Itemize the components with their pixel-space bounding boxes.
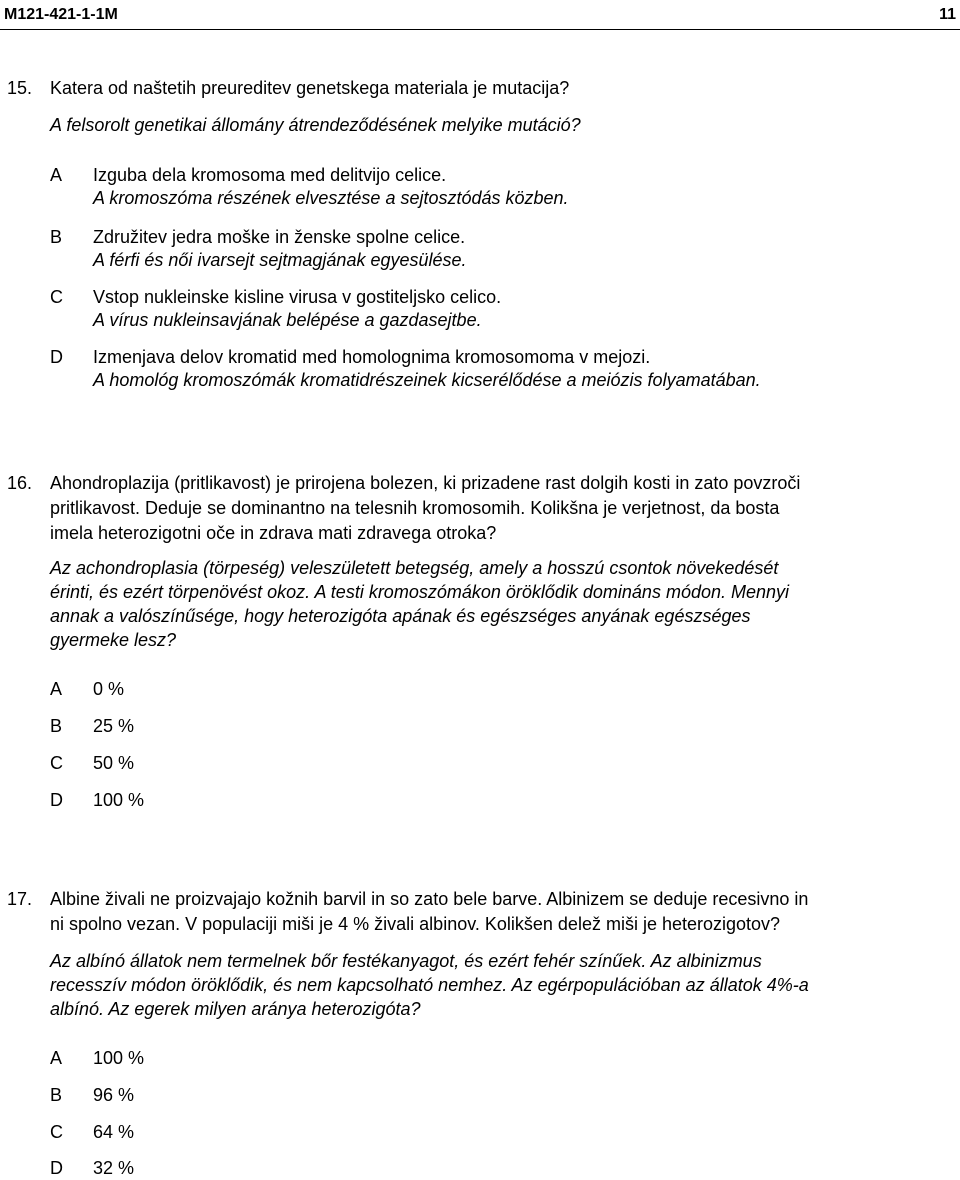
option-value: 100 % xyxy=(93,1048,145,1068)
question-number: 16. xyxy=(7,473,33,493)
option-letter: B xyxy=(50,227,63,247)
question-text-hu-line: gyermeke lesz? xyxy=(50,630,177,650)
option-letter: B xyxy=(50,716,63,736)
option-value: 64 % xyxy=(93,1122,135,1142)
option-letter: D xyxy=(50,347,63,367)
option-value: 0 % xyxy=(93,679,125,699)
option-value: 50 % xyxy=(93,753,135,773)
page-number: 11 xyxy=(939,6,956,23)
question-text-hu-line: albínó. Az egerek milyen aránya heterozigóta? xyxy=(50,999,421,1019)
question-text-sl: Katera od naštetih preureditev genetskega materiala je mutacija? xyxy=(50,78,570,98)
question-text-sl-line: Albine živali ne proizvajajo kožnih barvil in so zato bele barve. Albinizem se deduje recesivno in xyxy=(50,889,809,909)
option-value: 100 % xyxy=(93,790,145,810)
option-letter: C xyxy=(50,287,63,307)
option-text-hu: A férfi és női ivarsejt sejtmagjának egyesülése. xyxy=(93,250,467,270)
option-letter: D xyxy=(50,1158,63,1178)
option-text-sl: Izguba dela kromosoma med delitvijo celice. xyxy=(93,165,447,185)
question-number: 15. xyxy=(7,78,33,98)
option-letter: C xyxy=(50,1122,63,1142)
page-header xyxy=(0,0,960,30)
option-text-hu: A homológ kromoszómák kromatidrészeinek kicserélődése a meiózis folyamatában. xyxy=(93,370,761,390)
option-text-hu: A vírus nukleinsavjának belépése a gazdasejtbe. xyxy=(93,310,482,330)
question-text-hu-line: Az achondroplasia (törpeség) veleszületett betegség, amely a hosszú csontok növekedését xyxy=(50,558,779,578)
option-letter: D xyxy=(50,790,63,810)
question-text-hu-line: Az albínó állatok nem termelnek bőr festékanyagot, és ezért fehér színűek. Az albinizmus xyxy=(50,951,762,971)
option-text-sl: Izmenjava delov kromatid med homolognima kromosomoma v mejozi. xyxy=(93,347,651,367)
question-text-sl-line: imela heterozigotni oče in zdrava mati zdravega otroka? xyxy=(50,523,497,543)
option-letter: C xyxy=(50,753,63,773)
option-letter: A xyxy=(50,165,63,185)
option-letter: B xyxy=(50,1085,63,1105)
option-text-sl: Združitev jedra moške in ženske spolne celice. xyxy=(93,227,466,247)
option-letter: A xyxy=(50,1048,63,1068)
option-text-hu: A kromoszóma részének elvesztése a sejtosztódás közben. xyxy=(93,188,569,208)
option-letter: A xyxy=(50,679,63,699)
question-text-hu-line: érinti, és ezért törpenövést okoz. A testi kromoszómákon öröklődik domináns módon. Mennyi xyxy=(50,582,790,602)
option-value: 96 % xyxy=(93,1085,135,1105)
question-text-hu-line: recesszív módon öröklődik, és nem kapcsolható nemhez. Az egérpopulációban az állatok 4%-a xyxy=(50,975,809,995)
option-value: 32 % xyxy=(93,1158,135,1178)
question-text-sl-line: pritlikavost. Deduje se dominantno na telesnih kromosomih. Kolikšna je verjetnost, da bosta xyxy=(50,498,780,518)
question-number: 17. xyxy=(7,889,33,909)
exam-code: M121-421-1-1M xyxy=(4,6,118,23)
question-text-sl-line: Ahondroplazija (pritlikavost) je prirojena bolezen, ki prizadene rast dolgih kosti in zato povzroči xyxy=(50,473,801,493)
question-text-hu-line: annak a valószínűsége, hogy heterozigóta apának és egészséges anyának egészséges xyxy=(50,606,751,626)
option-value: 25 % xyxy=(93,716,135,736)
question-text-sl-line: ni spolno vezan. V populaciji miši je 4 % živali albinov. Kolikšen delež miši je heterozigotov? xyxy=(50,914,781,934)
option-text-sl: Vstop nukleinske kisline virusa v gostiteljsko celico. xyxy=(93,287,502,307)
question-text-hu: A felsorolt genetikai állomány átrendeződésének melyike mutáció? xyxy=(50,115,581,135)
